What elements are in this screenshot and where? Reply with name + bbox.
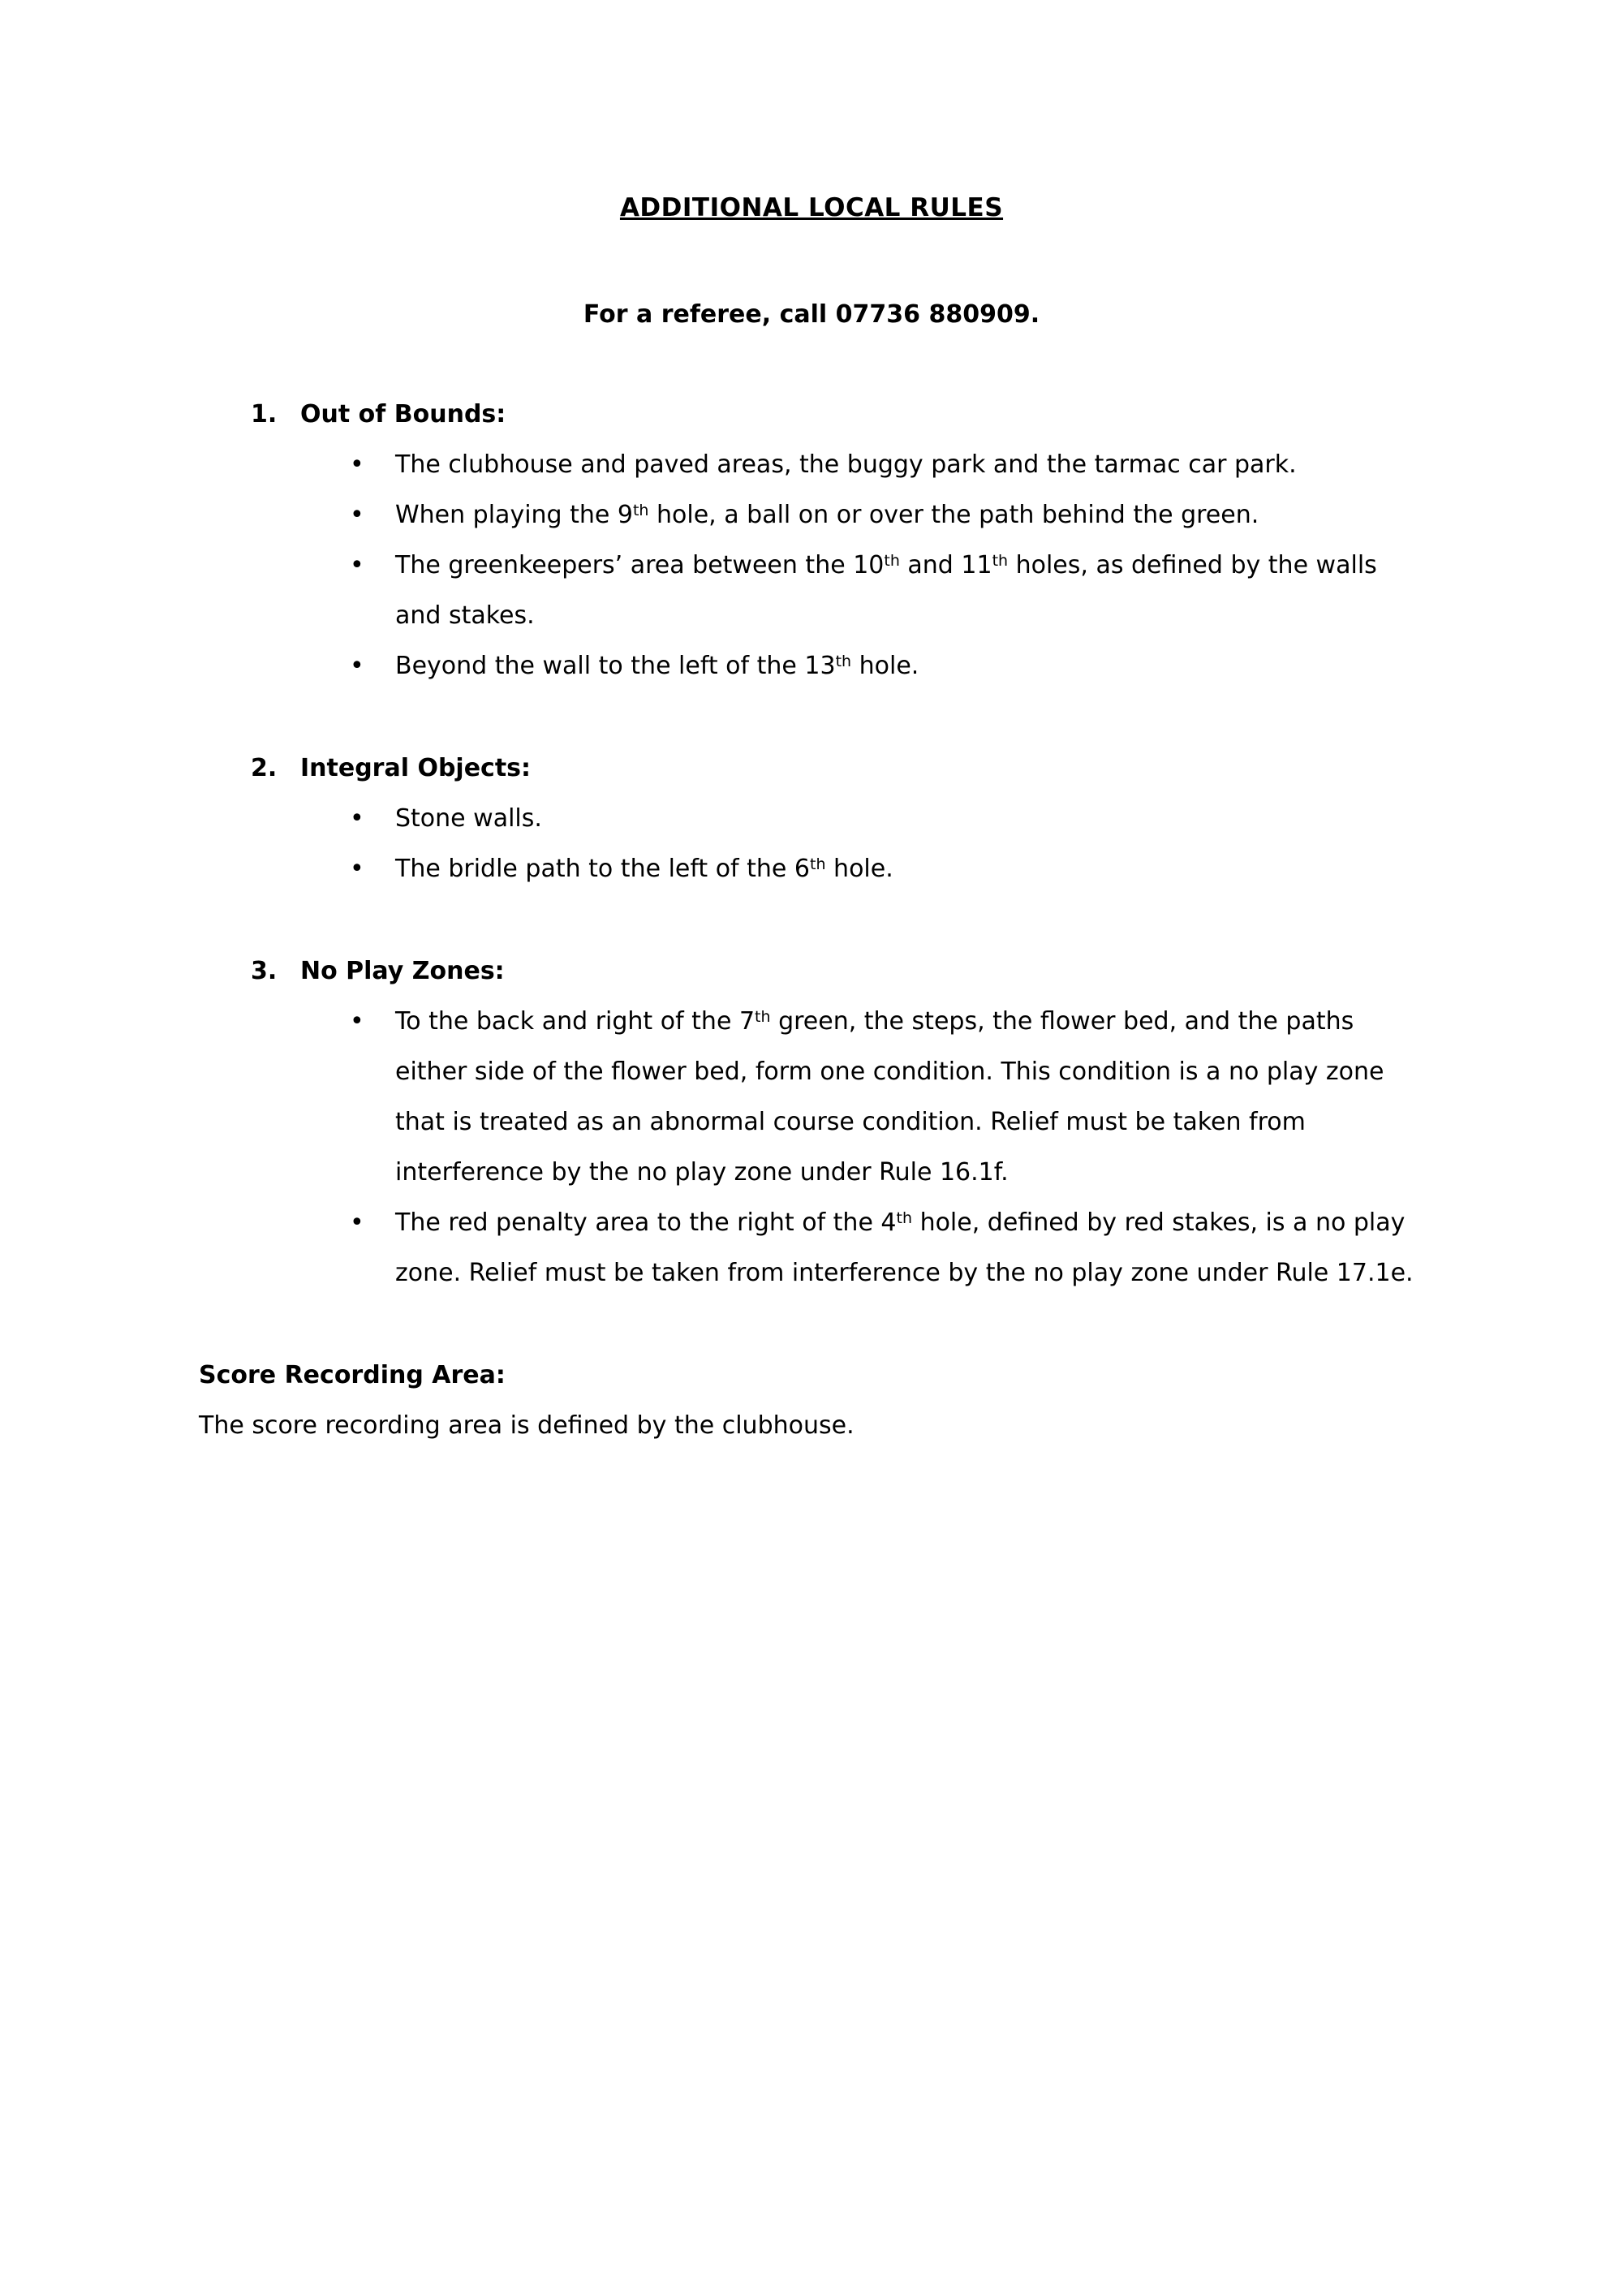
ordinal-suffix: th bbox=[884, 552, 900, 571]
ordinal-suffix: th bbox=[896, 1209, 913, 1228]
document-title: ADDITIONAL LOCAL RULES bbox=[619, 193, 1004, 222]
rule-bullet: • Beyond the wall to the left of the 13th hole. bbox=[395, 641, 1424, 691]
rule-bullet: • The clubhouse and paved areas, the buggy park and the tarmac car park. bbox=[395, 440, 1424, 490]
score-recording-heading: Score Recording Area: bbox=[199, 1361, 506, 1389]
section-heading bbox=[251, 390, 1424, 440]
score-recording-block bbox=[199, 1350, 1424, 1451]
section-bullet-list bbox=[395, 440, 1424, 691]
rule-bullet: • The bridle path to the left of the 6th hole. bbox=[395, 844, 1424, 894]
rule-bullet: • When playing the 9th hole, a ball on or over the path behind the green. bbox=[395, 490, 1424, 541]
ordinal-suffix: th bbox=[632, 502, 649, 520]
section-heading bbox=[251, 946, 1424, 997]
rule-bullet: • The greenkeepers’ area between the 10th and 11th holes, as defined by the walls and stakes. bbox=[395, 541, 1424, 641]
referee-contact-line: For a referee, call 07736 880909. bbox=[583, 300, 1040, 329]
section-bullet-list bbox=[395, 794, 1424, 894]
section-integral-objects bbox=[199, 743, 1424, 894]
ordinal-suffix: th bbox=[755, 1008, 771, 1027]
rule-bullet: • Stone walls. bbox=[395, 794, 1424, 844]
rule-bullet: • To the back and right of the 7th green, the steps, the flower bed, and the paths either side of the flower bed, form one condition. This condition is a no play zone that is treated as an abnormal course condition. Relief must be taken from interference by the no play zone under Rule 16.1f. bbox=[395, 997, 1424, 1198]
section-no-play-zones bbox=[199, 946, 1424, 1299]
section-number: 3. bbox=[251, 957, 278, 985]
section-heading bbox=[251, 743, 1424, 794]
section-title: No Play Zones: bbox=[300, 957, 505, 985]
ordinal-suffix: th bbox=[992, 552, 1009, 571]
section-title: Out of Bounds: bbox=[300, 400, 506, 429]
rules-sections bbox=[199, 390, 1424, 1299]
section-bullet-list bbox=[395, 997, 1424, 1299]
section-number: 1. bbox=[251, 400, 278, 429]
section-title: Integral Objects: bbox=[300, 754, 532, 782]
section-out-of-bounds bbox=[199, 390, 1424, 691]
section-number: 2. bbox=[251, 754, 278, 782]
rule-bullet: • The red penalty area to the right of the 4th hole, defined by red stakes, is a no play zone. Relief must be taken from interference by the no play zone under Rule 17.1e. bbox=[395, 1198, 1424, 1299]
ordinal-suffix: th bbox=[810, 855, 826, 874]
score-recording-text: The score recording area is defined by the clubhouse. bbox=[199, 1411, 855, 1440]
ordinal-suffix: th bbox=[835, 653, 852, 671]
